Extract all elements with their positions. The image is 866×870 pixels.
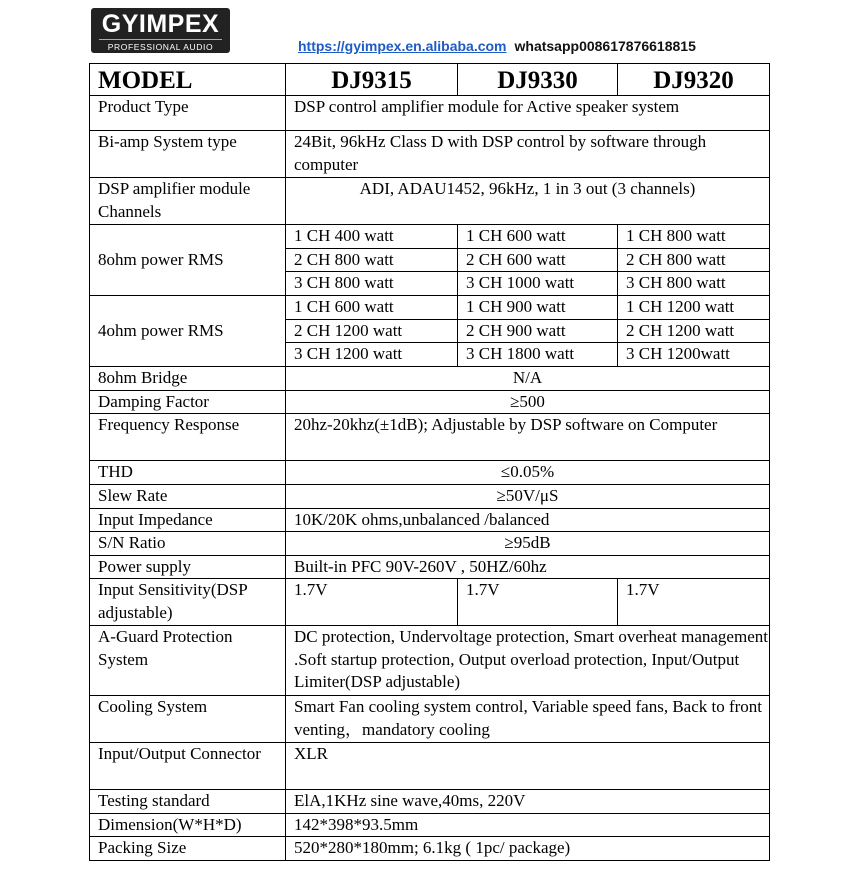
dj9320-8ohm-power (618, 225, 770, 296)
row-label: Packing Size (90, 837, 286, 861)
row-value: DC protection, Undervoltage protection, Smart overheat management .Soft startup protection, Output overload protection, Input/Output Limiter(DSP adjustable) (286, 626, 770, 696)
header-contact (298, 38, 696, 54)
row-value: XLR (286, 743, 770, 790)
table-row-4ohm-power (90, 296, 770, 367)
power-line: 1 CH 800 watt (626, 226, 726, 245)
power-line: 2 CH 1200 watt (618, 319, 769, 343)
table-row-thd (90, 461, 770, 485)
dj9315-8ohm-power (286, 225, 458, 296)
table-row-testing (90, 790, 770, 814)
model-header-dj9330: DJ9330 (458, 64, 618, 96)
power-line: 3 CH 800 watt (286, 271, 457, 295)
power-line: 1 CH 600 watt (466, 226, 566, 245)
row-label: Testing standard (90, 790, 286, 814)
power-line: 3 CH 1000 watt (458, 271, 617, 295)
table-row-cooling (90, 696, 770, 743)
row-label: 4ohm power RMS (90, 296, 286, 367)
model-header-dj9315: DJ9315 (286, 64, 458, 96)
row-value: Smart Fan cooling system control, Variable speed fans, Back to front venting，mandatory cooling (286, 696, 770, 743)
table-row-packing (90, 837, 770, 861)
power-line: 1 CH 900 watt (466, 297, 566, 316)
row-value: 520*280*180mm; 6.1kg ( 1pc/ package) (286, 837, 770, 861)
power-line: 2 CH 900 watt (458, 319, 617, 343)
table-row-impedance (90, 508, 770, 532)
table-row-8ohm-power (90, 225, 770, 296)
power-line: 3 CH 1800 watt (458, 342, 617, 366)
row-label: DSP amplifier module Channels (90, 178, 286, 225)
table-row-frequency (90, 414, 770, 461)
row-value: ADI, ADAU1452, 96kHz, 1 in 3 out (3 channels) (286, 178, 770, 225)
table-row-model (90, 64, 770, 96)
row-label: Frequency Response (90, 414, 286, 461)
row-label: Product Type (90, 96, 286, 131)
row-value: Built-in PFC 90V-260V , 50HZ/60hz (286, 555, 770, 579)
dj9315-4ohm-power (286, 296, 458, 367)
table-row-power-supply (90, 555, 770, 579)
dj9330-8ohm-power (458, 225, 618, 296)
power-line: 2 CH 800 watt (618, 248, 769, 272)
row-value: 24Bit, 96kHz Class D with DSP control by software through computer (286, 131, 770, 178)
power-line: 1 CH 400 watt (294, 226, 394, 245)
row-label: A-Guard Protection System (90, 626, 286, 696)
table-row-dsp (90, 178, 770, 225)
table-row-slew (90, 484, 770, 508)
row-label: Input/Output Connector (90, 743, 286, 790)
row-label: 8ohm power RMS (90, 225, 286, 296)
power-line: 1 CH 600 watt (294, 297, 394, 316)
row-value: DSP control amplifier module for Active speaker system (286, 96, 770, 131)
row-value: 142*398*93.5mm (286, 813, 770, 837)
power-line: 2 CH 600 watt (458, 248, 617, 272)
power-line: 3 CH 1200watt (618, 342, 769, 366)
row-label: Damping Factor (90, 390, 286, 414)
dj9315-sensitivity: 1.7V (286, 579, 458, 626)
row-label: 8ohm Bridge (90, 367, 286, 391)
power-line: 2 CH 800 watt (286, 248, 457, 272)
table-row-sensitivity (90, 579, 770, 626)
power-line: 1 CH 1200 watt (626, 297, 735, 316)
store-link[interactable]: https://gyimpex.en.alibaba.com (298, 38, 507, 54)
row-value: 20hz-20khz(±1dB); Adjustable by DSP software on Computer (286, 414, 770, 461)
dj9320-sensitivity: 1.7V (618, 579, 770, 626)
table-row-aguard (90, 626, 770, 696)
row-label: Cooling System (90, 696, 286, 743)
table-row-snr (90, 532, 770, 556)
table-row-dimension (90, 813, 770, 837)
row-value: ≥50V/μS (286, 484, 770, 508)
row-value: ≥95dB (286, 532, 770, 556)
table-row-damping (90, 390, 770, 414)
dj9320-4ohm-power (618, 296, 770, 367)
row-label: Power supply (90, 555, 286, 579)
power-line: 3 CH 800 watt (618, 271, 769, 295)
dj9330-sensitivity: 1.7V (458, 579, 618, 626)
row-value: ≤0.05% (286, 461, 770, 485)
row-label: Bi-amp System type (90, 131, 286, 178)
row-label: Slew Rate (90, 484, 286, 508)
table-row-connector (90, 743, 770, 790)
model-header-dj9320: DJ9320 (618, 64, 770, 96)
row-value: 10K/20K ohms,unbalanced /balanced (286, 508, 770, 532)
row-label: S/N Ratio (90, 532, 286, 556)
model-header-label: MODEL (90, 64, 286, 96)
power-line: 2 CH 1200 watt (286, 319, 457, 343)
brand-logo-text: GYIMPEX (101, 10, 220, 38)
dj9330-4ohm-power (458, 296, 618, 367)
row-label: Input Sensitivity(DSP adjustable) (90, 579, 286, 626)
row-value: N/A (286, 367, 770, 391)
table-row-product-type (90, 96, 770, 131)
row-value: ≥500 (286, 390, 770, 414)
row-value: ElA,1KHz sine wave,40ms, 220V (286, 790, 770, 814)
whatsapp-contact: whatsapp008617876618815 (514, 38, 696, 54)
row-label: Dimension(W*H*D) (90, 813, 286, 837)
table-row-biamp (90, 131, 770, 178)
brand-logo-subtitle: PROFESSIONAL AUDIO (99, 39, 222, 52)
table-row-bridge (90, 367, 770, 391)
row-label: Input Impedance (90, 508, 286, 532)
brand-logo (91, 8, 230, 53)
spec-table (89, 63, 770, 861)
power-line: 3 CH 1200 watt (286, 342, 457, 366)
row-label: THD (90, 461, 286, 485)
